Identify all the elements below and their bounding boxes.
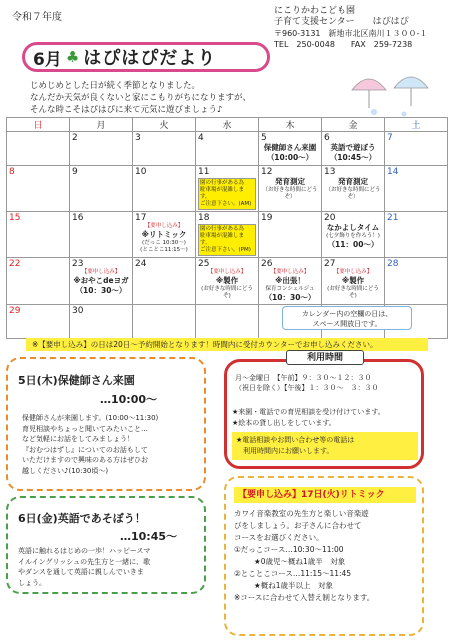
event-name: 英語で遊ぼう xyxy=(330,143,376,152)
reservation-banner: ※【要申し込み】の日は20日～予約開始となります！時間内に受付カウンターでお申し込みください。 xyxy=(26,338,428,351)
parking-notice-line: ご注意下さい。(PM) xyxy=(200,247,251,253)
org-name: にこりかわこども園 xyxy=(274,6,356,16)
day-number: 20 xyxy=(324,213,336,223)
body-line: 越しください♪(10:30頃～) xyxy=(22,466,109,475)
day-number: 2 xyxy=(72,133,78,143)
body-line: 英語に触れるはじめの一歩！ハッピースマ xyxy=(18,547,151,555)
notice-line: 利用時間内にお願いします。 xyxy=(236,447,334,455)
body-line: カワイ音楽教室の先生方と楽しい音楽遊 xyxy=(234,509,369,518)
calendar-week-row xyxy=(7,166,448,212)
event-name: ※おやこdeヨガ xyxy=(73,276,129,285)
day-number: 5 xyxy=(261,133,267,143)
hours-tab-label: 利用時間 xyxy=(286,350,364,365)
day-number: 22 xyxy=(9,259,21,269)
rhythmic-heading xyxy=(234,487,416,503)
body-line: 保健師さんが来園します。(10:00～11:30) xyxy=(22,414,159,422)
calendar-day-cell xyxy=(196,212,259,258)
body-line: いただけますので興味のある方はぜひお xyxy=(22,456,148,464)
newsletter-title-box xyxy=(22,42,270,72)
body-line: ②とことこコース…11:15～11:45 xyxy=(234,569,352,578)
event-name: ※製作 xyxy=(341,276,365,285)
month-label: 6月 xyxy=(33,49,62,70)
event-name: なかよしタイム xyxy=(326,223,380,232)
calendar-day-cell xyxy=(259,166,322,212)
parking-notice-line: 駐車場が混雑します。 xyxy=(200,233,245,246)
day-number: 11 xyxy=(198,167,210,177)
body-line: コースをお選びください。 xyxy=(234,533,324,542)
day-number: 26 xyxy=(261,259,273,269)
event-time: （10:45～） xyxy=(329,153,377,162)
day-number: 12 xyxy=(261,167,273,177)
weekday-header: 火 xyxy=(133,118,196,132)
calendar-week-row xyxy=(7,132,448,166)
hours-info xyxy=(232,407,420,429)
day-number: 18 xyxy=(198,213,210,223)
calendar-day-cell xyxy=(196,305,259,339)
body-line: 『おむつはずし』についてのお話もして xyxy=(22,445,148,454)
parking-notice-line: 園の行事がある為 xyxy=(200,180,245,186)
calendar-day-cell xyxy=(385,132,448,166)
calendar-day-cell xyxy=(7,132,70,166)
calendar-note xyxy=(282,306,412,330)
org-address: 〒960-3131 新地市北区南川１３００-１ xyxy=(274,29,428,38)
newsletter-title: はぴはぴだより xyxy=(83,48,217,69)
calendar-day-cell xyxy=(7,212,70,258)
signup-tag: 【要申し込み】 xyxy=(333,269,373,275)
day-number: 19 xyxy=(261,213,273,223)
weekday-header: 日 xyxy=(7,118,70,132)
calendar-day-cell xyxy=(196,258,259,305)
day-number: 29 xyxy=(9,306,21,316)
event-detail: （お好きな時間にどうぞ） xyxy=(262,187,318,200)
calendar-day-cell xyxy=(259,212,322,258)
day-number: 24 xyxy=(135,259,147,269)
phone-notice xyxy=(232,432,418,460)
notice-line: ★電話相談やお問い合わせ等の電話は xyxy=(236,436,355,444)
day-number: 7 xyxy=(387,133,393,143)
weekday-header: 水 xyxy=(196,118,259,132)
event-name: ※製作 xyxy=(215,276,239,285)
day-number: 6 xyxy=(324,133,330,143)
day-number: 23 xyxy=(72,259,84,269)
day-number: 4 xyxy=(198,133,204,143)
event-detail: (とことこ11:15～) xyxy=(140,247,188,253)
event-detail: (お好きな時間にどうぞ) xyxy=(327,286,379,299)
intro-text xyxy=(30,80,330,116)
day-number: 25 xyxy=(198,259,210,269)
era-label: 令和７年度 xyxy=(12,12,62,23)
parking-notice-line: ご注意下さい。(AM) xyxy=(200,201,252,207)
signup-tag: 【要申し込み】 xyxy=(207,269,247,275)
calendar-week-row xyxy=(7,258,448,305)
org-center: 子育て支援センター はぴはぴ xyxy=(274,17,409,27)
signup-tag: 【要申し込み】 xyxy=(144,223,184,229)
event-name: 発育測定 xyxy=(275,177,305,186)
intro-line: なんだか天気が良くないと家にこもりがちになりますが、 xyxy=(30,93,252,103)
day-number: 17 xyxy=(135,213,147,223)
calendar-day-cell xyxy=(7,258,70,305)
body-line: ★概ね1歳半以上 対象 xyxy=(254,581,333,590)
health-visit-heading: 5日(木)保健師さん来園 xyxy=(18,374,135,387)
event-name: ※リトミック xyxy=(141,230,187,239)
calendar-header-row xyxy=(7,118,448,132)
org-phone: TEL 250-0048 FAX 259-7238 xyxy=(274,40,413,49)
english-play-heading: 6日(金)英語であそぼう！ xyxy=(18,512,146,525)
info-line: ★来園・電話での育児相談を受け付けています。 xyxy=(232,408,385,416)
day-number: 13 xyxy=(324,167,336,177)
parking-notice-line: 駐車場が混雑します。 xyxy=(200,187,245,200)
event-time: （10：30～） xyxy=(75,286,127,295)
body-line: など気軽にお話をしてみましょう！ xyxy=(22,435,134,443)
hours-line: 月～金曜日 【午前】９：３０～１２：３０ xyxy=(235,374,372,382)
calendar-week-row xyxy=(7,212,448,258)
english-play-body xyxy=(18,546,200,588)
day-number: 21 xyxy=(387,213,399,223)
calendar-day-cell xyxy=(385,212,448,258)
signup-tag: 【要申し込み】 xyxy=(81,269,121,275)
day-number: 14 xyxy=(387,167,399,177)
calendar-day-cell xyxy=(196,166,259,212)
weekday-header: 月 xyxy=(70,118,133,132)
calendar-day-cell xyxy=(7,166,70,212)
english-play-time: …10:45～ xyxy=(120,530,178,543)
calendar-day-cell xyxy=(133,212,196,258)
parking-notice-line: 園の行事がある為 xyxy=(200,226,245,232)
day-number: 3 xyxy=(135,133,141,143)
day-number: 15 xyxy=(9,213,21,223)
event-name: 発育測定 xyxy=(338,177,368,186)
hours-text xyxy=(235,373,417,393)
day-number: 9 xyxy=(72,167,78,177)
calendar-day-cell xyxy=(322,166,385,212)
event-detail: (だっこ 10:30～) xyxy=(142,240,186,246)
body-line: やダンスを通して英語に親しんでいきま xyxy=(18,568,144,576)
event-time: （10：30～） xyxy=(264,293,316,302)
body-line: びをしましょう。お子さんに合わせて xyxy=(234,521,362,530)
organization-info xyxy=(274,6,446,50)
calendar-note-line: スペース開放日です。 xyxy=(312,320,382,328)
calendar-day-cell xyxy=(196,132,259,166)
umbrella-illustration xyxy=(344,60,434,120)
calendar-day-cell xyxy=(133,166,196,212)
event-time: （11：00～） xyxy=(327,240,379,249)
body-line: ※コースに合わせて入替え制となります。 xyxy=(234,593,375,602)
hours-line: （祝日を除く）【午後】１：３０～ ３：３０ xyxy=(235,384,379,392)
body-line: ★0歳児～概ね1歳半 対象 xyxy=(254,557,346,566)
calendar-day-cell xyxy=(70,305,133,339)
body-line: ①だっこコース…10:30～11:00 xyxy=(234,545,344,554)
event-detail: (お好きな時間にどうぞ) xyxy=(201,286,253,299)
body-line: しょう。 xyxy=(18,578,46,587)
day-number: 16 xyxy=(72,213,84,223)
calendar-day-cell xyxy=(70,258,133,305)
signup-tag: 【要申し込み】 xyxy=(270,269,310,275)
calendar-day-cell xyxy=(385,258,448,305)
day-number: 10 xyxy=(135,167,147,177)
calendar-day-cell xyxy=(133,258,196,305)
clover-icon: ♣ xyxy=(65,48,80,66)
calendar-day-cell xyxy=(322,132,385,166)
calendar-day-cell xyxy=(259,258,322,305)
intro-line: じめじめとした日が続く季節となりました。 xyxy=(30,81,201,91)
parking-notice xyxy=(198,178,256,210)
event-name: 保健師さん来園 xyxy=(263,143,317,152)
parking-notice xyxy=(198,224,256,256)
intro-line: そんな時こそはぴはぴに来て元気に遊びましょう♪ xyxy=(30,105,223,115)
health-visit-body xyxy=(22,413,200,476)
calendar-day-cell xyxy=(322,258,385,305)
event-detail: （お好きな時間にどうぞ） xyxy=(325,187,381,200)
day-number: 8 xyxy=(9,167,15,177)
calendar-day-cell xyxy=(322,212,385,258)
weekday-header: 木 xyxy=(259,118,322,132)
body-line: 育児相談やちょっと聞いてみたいこと… xyxy=(22,424,148,433)
health-visit-time: …10:00～ xyxy=(100,393,158,406)
event-time: （10:00～） xyxy=(266,153,314,162)
calendar-day-cell xyxy=(70,132,133,166)
calendar-day-cell xyxy=(70,212,133,258)
calendar-day-cell xyxy=(259,132,322,166)
event-detail: 保育コンシェルジュ xyxy=(265,286,315,292)
day-number: 28 xyxy=(387,259,399,269)
weekday-header: 金 xyxy=(322,118,385,132)
weekday-header: 土 xyxy=(385,118,448,132)
calendar-day-cell xyxy=(133,132,196,166)
rhythmic-body xyxy=(234,508,418,604)
day-number: 27 xyxy=(324,259,336,269)
event-name: ※出張！ xyxy=(275,276,305,285)
calendar-day-cell xyxy=(7,305,70,339)
body-line: イルイングリッシュの先生方と一緒に、歌 xyxy=(18,557,151,566)
event-detail: (七夕飾りを作ろう！) xyxy=(326,233,380,239)
info-line: ★絵本の貸し出しをしています。 xyxy=(232,419,336,427)
calendar-day-cell xyxy=(133,305,196,339)
calendar-note-line: カレンダー内の空欄の日は、 xyxy=(301,310,393,318)
calendar-day-cell xyxy=(385,166,448,212)
rhythmic-heading-text: 【要申し込み】17日(火)リトミック xyxy=(238,490,385,500)
calendar-day-cell xyxy=(70,166,133,212)
day-number: 30 xyxy=(72,306,84,316)
